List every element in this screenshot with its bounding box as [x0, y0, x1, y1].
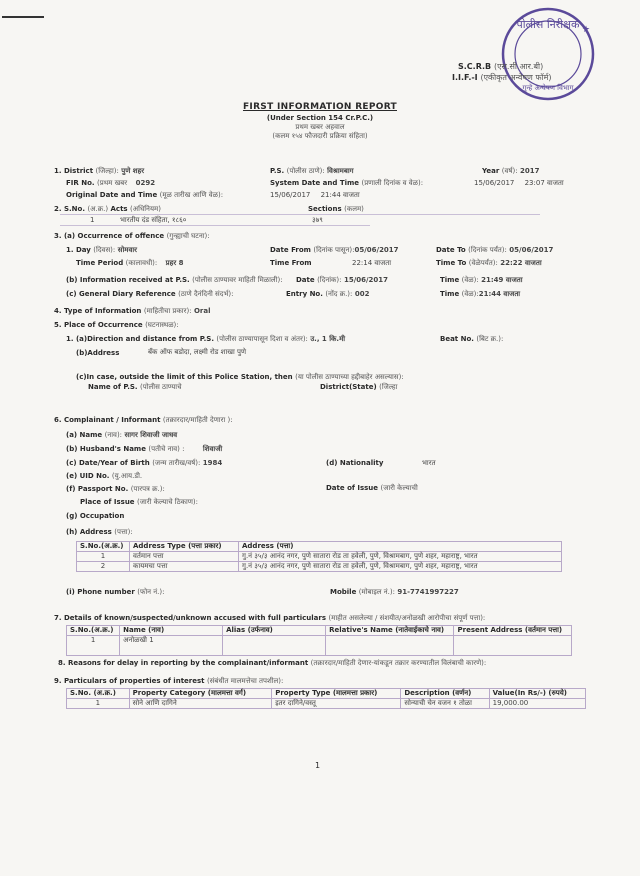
police-seal-stamp [500, 6, 596, 102]
col-header: S.No. (अ.क्र.) [67, 689, 130, 699]
year-field: Year (वर्ष): 2017 [482, 167, 540, 175]
direction-field: 1. (a)Direction and distance from P.S. (पोलीस ठाण्यापासून दिशा व अंतर): उ., 1 कि.मी [66, 335, 346, 343]
table-row [77, 552, 562, 562]
system-datetime-value: 15/06/2017 23:07 वाजता [474, 179, 564, 187]
mobile-number: Mobile (मोबाइल नं.): 91-7741997227 [330, 588, 459, 596]
info-received-date: Date (दिनांक): 15/06/2017 [296, 276, 389, 284]
table-cell: 2 [77, 562, 130, 572]
address-table [76, 541, 562, 572]
birth-date: (c) Date/Year of Birth (जन्म तारीख/वर्ष): 1984 [66, 459, 223, 467]
system-datetime-field: System Date and Time (प्रणाली दिनांक व वेळ): [270, 179, 424, 187]
scrb-code: S.C.R.B (एस.सी.आर.बी) [458, 62, 544, 71]
fir-no-field: FIR No. (प्रथम खबर 0292 [66, 179, 156, 187]
table-header [77, 542, 562, 552]
divider [60, 225, 370, 226]
original-datetime-field: Original Date and Time (मूळ तारीख आणि वेळ): [66, 191, 224, 199]
occurrence-address-field: (b)Address [76, 349, 120, 357]
col-header: Address Type (पत्ता प्रकार) [130, 542, 239, 552]
col-header: Value(In Rs/-) (रुपये) [489, 689, 585, 699]
acts-row-sno: 1 [90, 216, 95, 224]
section-6: 6. Complainant / Informant (तक्रारदार/माहिती देणारा ): [54, 416, 233, 424]
table-cell [326, 636, 454, 656]
page-title: FIRST INFORMATION REPORT [242, 102, 397, 112]
col-header: S.No.(अ.क्र.) [67, 626, 120, 636]
table-cell: 19,000.00 [489, 699, 585, 709]
uid-no: (e) UID No. (यु.आय.डी. [66, 472, 143, 480]
outside-ps-name: Name of P.S. (पोलीस ठाण्याचे [88, 383, 182, 391]
outside-district: District(State) (जिल्हा [320, 383, 398, 391]
complainant-name: (a) Name (नाव): सागर शिवाजी जाधव [66, 431, 178, 439]
phone-number: (i) Phone number (फोन नं.): [66, 588, 165, 596]
table-cell: 1 [67, 699, 130, 709]
col-header: Relative's Name (नातेवाईकाचे नाव) [326, 626, 454, 636]
time-period-field: Time Period (कालावधी): प्रहर 8 [76, 259, 184, 267]
entry-no-field: Entry No. (नोंद क्र.): 002 [286, 290, 370, 298]
page-subtitle: (Under Section 154 Cr.P.C.) [266, 114, 374, 122]
section-7: 7. Details of known/suspected/unknown accused with full particulars (माहीत असलेल्या / संशयीत/अनोळखी आरोपीचा संपूर्ण पत्ता): [54, 614, 486, 622]
stamp-bottom-text: गुन्हे अन्वेषण विभाग [522, 84, 574, 92]
general-diary-field: (c) General Diary Reference (ठाणे दैनंदिनी संदर्भ): [66, 290, 234, 298]
section-1: 1. District (जिल्हा): पुणे शहर [54, 167, 145, 175]
col-header: Description (वर्णन) [401, 689, 489, 699]
table-header [67, 689, 586, 699]
table-cell: कायमचा पत्ता [130, 562, 239, 572]
time-from-field: Time From [270, 259, 312, 267]
col-header: Alias (उर्फनाव) [223, 626, 326, 636]
table-header [67, 626, 572, 636]
table-cell: सोने आणि दागिने [129, 699, 272, 709]
address-label: (h) Address (पत्ता): [66, 528, 133, 536]
acts-row-act: भारतीय दंड संहिता, १८६० [120, 216, 187, 224]
stamp-text: पोलीस निरीक्षक [516, 18, 580, 31]
time-from-value: 22:14 वाजता [352, 259, 392, 267]
ps-field: P.S. (पोलीस ठाणे): विश्रामबाग [270, 167, 354, 175]
occupation: (g) Occupation [66, 512, 125, 520]
table-cell [454, 636, 572, 656]
sections-header: Sections (कलम) [308, 205, 364, 213]
section-3: 3. (a) Occurrence of offence (गुन्ह्याची घटना): [54, 232, 210, 240]
diary-time-field: Time (वेळ):21:44 वाजता [440, 290, 521, 298]
page-subtitle-dv2: (कलम १५४ फौजदारी प्रक्रिया संहिता) [272, 132, 368, 140]
info-received-field: (b) Information received at P.S. (पोलीस ठाण्यावर माहिती मिळाली): [66, 276, 283, 284]
nationality-value: भारत [422, 459, 436, 467]
table-row [67, 636, 572, 656]
section-4: 4. Type of Information (माहितीचा प्रकार): Oral [54, 307, 211, 315]
page-number: 1 [315, 761, 321, 770]
col-header: Name (नाव) [120, 626, 223, 636]
table-cell: वर्तमान पत्ता [130, 552, 239, 562]
table-cell: अनोळखी 1 [120, 636, 223, 656]
occurrence-address-value: बँक ऑफ बडोदा, लक्ष्मी रोड शाखा पुणे [148, 348, 247, 356]
husband-name: (b) Husband's Name (पतीचे नाव) : शिवाजी [66, 445, 223, 453]
table-cell: सोन्याची चेन वजन १ तोळा [401, 699, 489, 709]
stamp-star-icon: ★ [582, 25, 591, 35]
col-header: S.No.(अ.क्र.) [77, 542, 130, 552]
acts-row-section: ३७९ [312, 216, 323, 224]
time-to-field: Time To (वेळेपर्यंत): 22:22 वाजता [436, 259, 542, 267]
info-received-time: Time (वेळ): 21:49 वाजता [440, 276, 523, 284]
place-of-issue: Place of Issue (जारी केल्याचे ठिकाण): [80, 498, 198, 506]
passport-no: (f) Passport No. (पारपत्र क्र.): [66, 485, 165, 493]
table-cell: इतर दागिने/वस्तू [272, 699, 401, 709]
date-of-issue: Date of Issue (जारी केल्याची [326, 484, 418, 492]
iif-code: I.I.F.-I (एकीकृत अन्वेषण फॉर्म) [452, 73, 552, 82]
table-cell: 1 [77, 552, 130, 562]
col-header: Present Address (वर्तमान पत्ता) [454, 626, 572, 636]
original-datetime-value: 15/06/2017 21:44 वाजता [270, 191, 360, 199]
day-field: 1. Day (दिवस): सोमवार [66, 246, 138, 254]
table-row [77, 562, 562, 572]
page-subtitle-dv: प्रथम खबर अहवाल [295, 123, 345, 131]
table-row [67, 699, 586, 709]
table-cell [223, 636, 326, 656]
divider [60, 214, 540, 215]
section-8: 8. Reasons for delay in reporting by the complainant/informant (तक्रारदार/माहिती देणार-यांकडून तक्रार करण्यातील विलंबाची कारणे): [58, 659, 487, 667]
col-header: Property Type (मालमत्ता प्रकार) [272, 689, 401, 699]
section-5: 5. Place of Occurrence (घटनास्थळ): [54, 321, 179, 329]
accused-table [66, 625, 572, 656]
section-2: 2. S.No. (अ.क्र.) Acts (अधिनियम) [54, 205, 161, 213]
outside-limit-field: (c)In case, outside the limit of this Police Station, then (या पोलीस ठाण्याच्या हद्दीबाहेर असल्यास): [76, 373, 404, 381]
table-cell: गु.नं ३५/३ आनंद नगर, पुणे सातारा रोड ता हवेली, पुणे, विश्रामबाग, पुणे शहर, महाराष्ट्र, भारत [239, 552, 562, 562]
nationality: (d) Nationality [326, 459, 384, 467]
date-from-field: Date From (दिनांक पासून):05/06/2017 [270, 246, 399, 254]
property-table [66, 688, 586, 709]
table-cell: 1 [67, 636, 120, 656]
col-header: Address (पत्ता) [239, 542, 562, 552]
scan-mark [2, 16, 44, 18]
table-cell: गु.नं ३५/३ आनंद नगर, पुणे सातारा रोड ता हवेली, पुणे, विश्रामबाग, पुणे शहर, महाराष्ट्र, भारत [239, 562, 562, 572]
col-header: Property Category (मालमत्ता वर्ग) [129, 689, 272, 699]
date-to-field: Date To (दिनांक पर्यंत): 05/06/2017 [436, 246, 554, 254]
beat-no-field: Beat No. (बिट क्र.): [440, 335, 504, 343]
section-9: 9. Particulars of properties of interest (संबंधीत मालमत्तेचा तपशील): [54, 677, 284, 685]
